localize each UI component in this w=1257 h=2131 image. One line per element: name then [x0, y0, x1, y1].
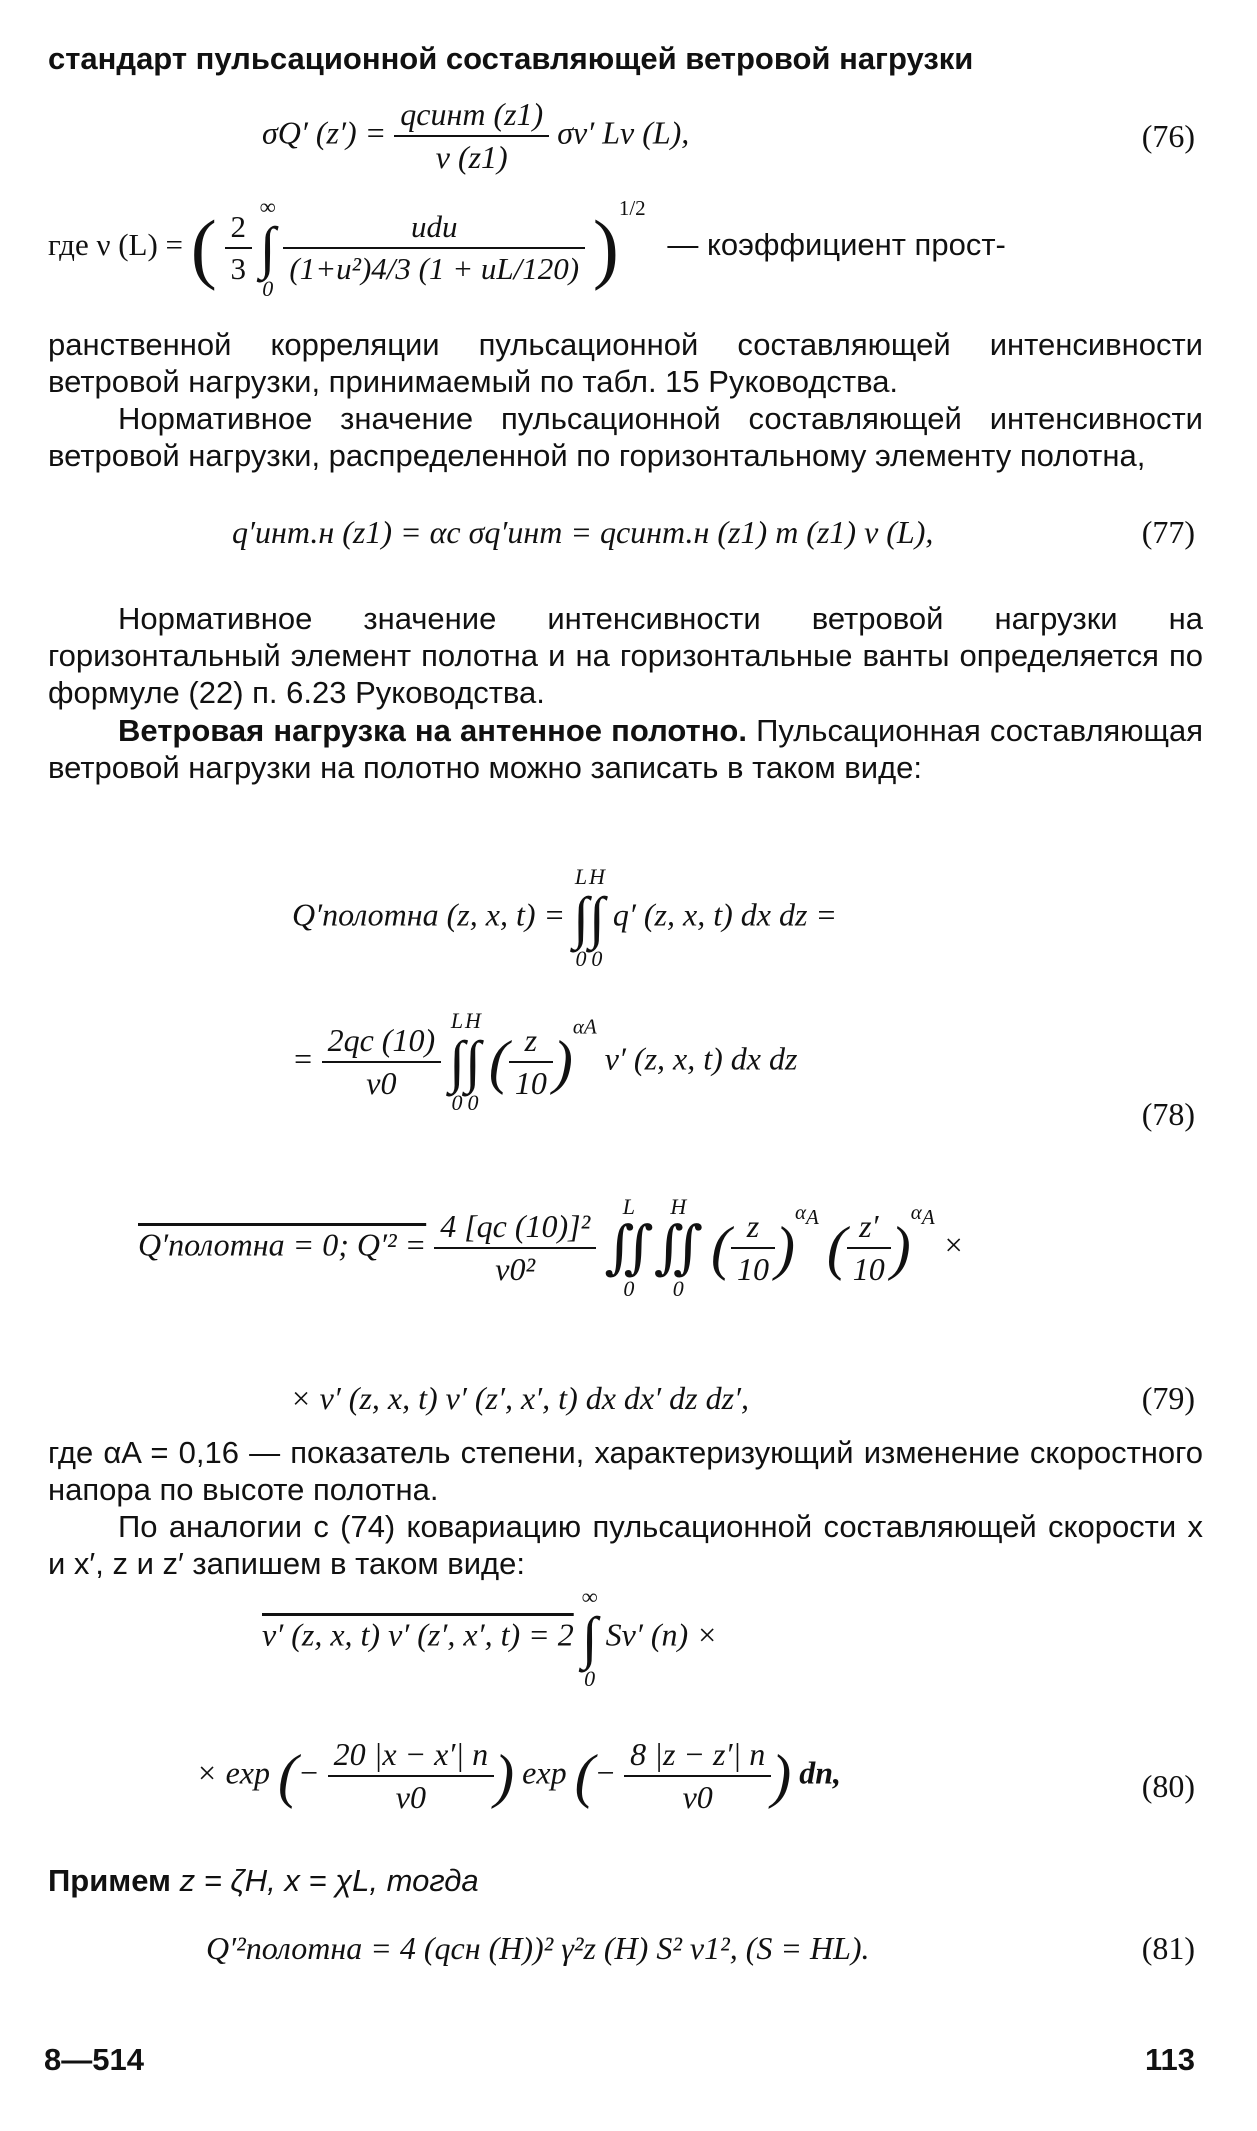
paragraph-4-text: Пульсационная составляющая ветровой нагрузки на полотно можно записать в таком виде: [48, 713, 1203, 785]
eq80-exp: exp [522, 1754, 567, 1791]
eq79-lim-H: H [670, 1194, 687, 1219]
left-paren: ( [488, 1029, 509, 1095]
double-integral-sign: ∬ [653, 1215, 703, 1280]
eq80-f1-num: 20 |x − x′| n [328, 1736, 495, 1777]
eq80-f2-den: v0 [682, 1779, 713, 1815]
right-paren: ) [774, 1215, 795, 1281]
left-paren: ( [710, 1215, 731, 1281]
nu-exponent: 1/2 [618, 196, 646, 221]
eq79-fraction [434, 1208, 596, 1288]
eq78-frac-num: 2qc (10) [322, 1022, 442, 1063]
eq79-zp-den: 10 [852, 1251, 885, 1287]
nu-suffix: — коэффициент прост- [667, 227, 1006, 263]
right-paren: ) [592, 204, 619, 291]
eq80-number: (80) [1141, 1768, 1195, 1804]
eq79-exp-1: αA [794, 1200, 819, 1230]
page-number: 113 [1144, 2042, 1195, 2077]
eq80-rhs: Sv′ (n) × [605, 1616, 718, 1653]
eq77-number: (77) [1141, 514, 1195, 550]
intro-line: стандарт пульсационной составляющей ветровой нагрузки [48, 41, 974, 76]
eq79-integral-L [604, 1196, 653, 1300]
eq76-numerator: qcинт (z1) [394, 96, 549, 137]
nu-integral [260, 196, 276, 300]
equation-79-line-1 [138, 1196, 964, 1300]
equation-76 [262, 96, 689, 176]
eq78-integral-H2 [465, 1010, 481, 1114]
eq79-z-num: z [731, 1208, 775, 1249]
paragraph-7-lead: Примем [48, 1863, 171, 1898]
paragraph-7 [48, 1862, 1203, 1899]
nu-definition [48, 196, 1006, 300]
eq79-frac-den: v0² [495, 1251, 536, 1287]
eq78-fraction [322, 1022, 442, 1102]
nu-prefix: где ν (L) = [48, 227, 184, 263]
eq79-zp-num: z′ [847, 1208, 891, 1249]
eq79-times: × [942, 1226, 965, 1263]
nu-int-upper: ∞ [259, 194, 276, 219]
eq80-f1-den: v0 [395, 1779, 426, 1815]
eq76-lhs: σQ′ (z′) = [262, 114, 387, 151]
equation-80-line-1 [262, 1586, 718, 1690]
eq79-frac-num: 4 [qc (10)]² [434, 1208, 596, 1249]
eq78-frac-den: v0 [366, 1065, 397, 1101]
left-paren: ( [190, 204, 217, 291]
nu-int-lower: 0 [262, 276, 274, 301]
paragraph-3: Нормативное значение интенсивности ветровой нагрузки на горизонтальный элемент полотна и на горизонтальные ванты определяется по формуле (22) п. 6.23 Руководства. [48, 601, 1203, 710]
eq78-number: (78) [1141, 1096, 1195, 1132]
eq78-rhs: q′ (z, x, t) dx dz = [612, 896, 837, 933]
equation-77: q′инт.н (z1) = αc σq′инт = qcинт.н (z1) m (z1) ν (L), [232, 514, 934, 550]
equation-79-line-2: × v′ (z, x, t) v′ (z′, x′, t) dx dx′ dz dz′, [290, 1380, 750, 1416]
equation-81: Q′²полотна = 4 (qcн (H))² γ²z (H) S² ν1², (S = HL). [206, 1930, 870, 1966]
eq79-number: (79) [1141, 1380, 1195, 1416]
eq76-denominator: v (z1) [435, 139, 508, 175]
left-paren: ( [574, 1743, 595, 1809]
eq78-lim-H2: H [465, 1008, 481, 1033]
left-paren: ( [826, 1215, 847, 1281]
eq78-exponent: αA [572, 1014, 597, 1039]
eq76-number: (76) [1141, 118, 1195, 154]
eq79-lim-0b: 0 [672, 1276, 684, 1301]
eq78-integral-L [573, 866, 589, 970]
eq79-z-fraction [731, 1208, 775, 1288]
double-integral-sign: ∬ [604, 1215, 654, 1280]
nu-coef-den: 3 [230, 251, 247, 286]
paragraph-5: где αA = 0,16 — показатель степени, характеризующий изменение скоростного напора по высоте полотна. [48, 1435, 1203, 1507]
nu-den: (1+u²)4/3 (1 + uL/120) [289, 251, 580, 286]
right-paren: ) [494, 1743, 515, 1809]
eq79-zp-fraction [847, 1208, 891, 1288]
right-paren: ) [890, 1215, 911, 1281]
paragraph-4 [48, 712, 1203, 786]
integral-sign: ∫ [259, 215, 276, 280]
eq80-integral [582, 1586, 598, 1690]
eq78-lim-H: H [588, 864, 605, 889]
eq76-rhs: σv′ Lν (L), [557, 114, 690, 151]
equation-80-line-2: × exp (− $\frac{20 |x - x'| n}{v0}$ ) exp (− $\frac{8 |z - z'| n}{v0}$ ) dn, [196, 1736, 842, 1815]
eq80-f2-num: 8 |z − z′| n [624, 1736, 771, 1777]
eq79-exp-2: αA [910, 1200, 935, 1230]
eq79-exp-1-sub: A [805, 1205, 819, 1230]
integral-sign: ∫ [588, 885, 605, 950]
eq79-exp-2-sub: A [921, 1205, 935, 1230]
eq78-rhs2: v′ (z, x, t) dx dz [604, 1040, 798, 1077]
eq80-int-upper: ∞ [581, 1584, 598, 1609]
right-paren: ) [552, 1029, 573, 1095]
integral-sign: ∫ [581, 1605, 598, 1670]
equation-78-line-2 [292, 1010, 797, 1114]
footer-signature: 8—514 [44, 2042, 144, 2077]
eq78-lim-L2: L [450, 1008, 464, 1033]
eq78-lim-0d: 0 [467, 1090, 479, 1115]
eq78-lim-0b: 0 [591, 946, 603, 971]
eq76-fraction [394, 96, 549, 176]
eq79-lhs: Q′полотна = 0; Q′² = [138, 1226, 427, 1263]
integral-sign: ∫ [465, 1029, 481, 1094]
nu-coef [225, 209, 253, 287]
eq80-fraction-1 [328, 1736, 495, 1816]
eq78-lim-0c: 0 [451, 1090, 463, 1115]
integral-sign: ∫ [449, 1029, 465, 1094]
eq78-z-den: 10 [514, 1065, 547, 1101]
eq80-fraction-2 [624, 1736, 771, 1816]
eq79-integral-H [654, 1196, 703, 1300]
eq78-integral-H [589, 866, 605, 970]
nu-fraction [283, 209, 585, 287]
eq80-lhs: v′ (z, x, t) v′ (z′, x′, t) = 2 [262, 1616, 574, 1653]
eq79-z-den: 10 [736, 1251, 769, 1287]
eq78-z-fraction [509, 1022, 553, 1102]
eq79-lim-0: 0 [623, 1276, 635, 1301]
left-paren: ( [278, 1743, 298, 1809]
eq78-z-num: z [509, 1022, 553, 1063]
eq78-lhs: Q′полотна (z, x, t) = [292, 896, 566, 933]
eq78-eq-sign: = [292, 1040, 314, 1077]
eq79-lim-L: L [622, 1194, 636, 1219]
eq80-times-exp: × exp [196, 1754, 270, 1791]
paragraph-2: Нормативное значение пульсационной составляющей интенсивности ветровой нагрузки, распределенной по горизонтальному элементу полотна, [48, 401, 1203, 473]
paragraph-4-heading: Ветровая нагрузка на антенное полотно. [118, 713, 747, 748]
integral-sign: ∫ [573, 885, 589, 950]
nu-coef-num: 2 [225, 209, 253, 249]
eq80-end: dn, [799, 1754, 842, 1791]
equation-78-line-1 [292, 866, 837, 970]
eq78-lim-0: 0 [575, 946, 587, 971]
eq78-lim-L: L [574, 864, 588, 889]
eq81-number: (81) [1141, 1930, 1195, 1966]
right-paren: ) [771, 1743, 792, 1809]
paragraph-1: ранственной корреляции пульсационной составляющей интенсивности ветровой нагрузки, принимаемый по табл. 15 Руководства. [48, 327, 1203, 399]
paragraph-7-text: z = ζH, x = χL, тогда [170, 1863, 479, 1898]
eq78-integral-L2 [449, 1010, 465, 1114]
eq80-int-lower: 0 [584, 1666, 596, 1691]
nu-num: udu [283, 209, 585, 249]
paragraph-6: По аналогии с (74) ковариацию пульсационной составляющей скорости x и x′, z и z′ запишем в таком виде: [48, 1509, 1203, 1581]
